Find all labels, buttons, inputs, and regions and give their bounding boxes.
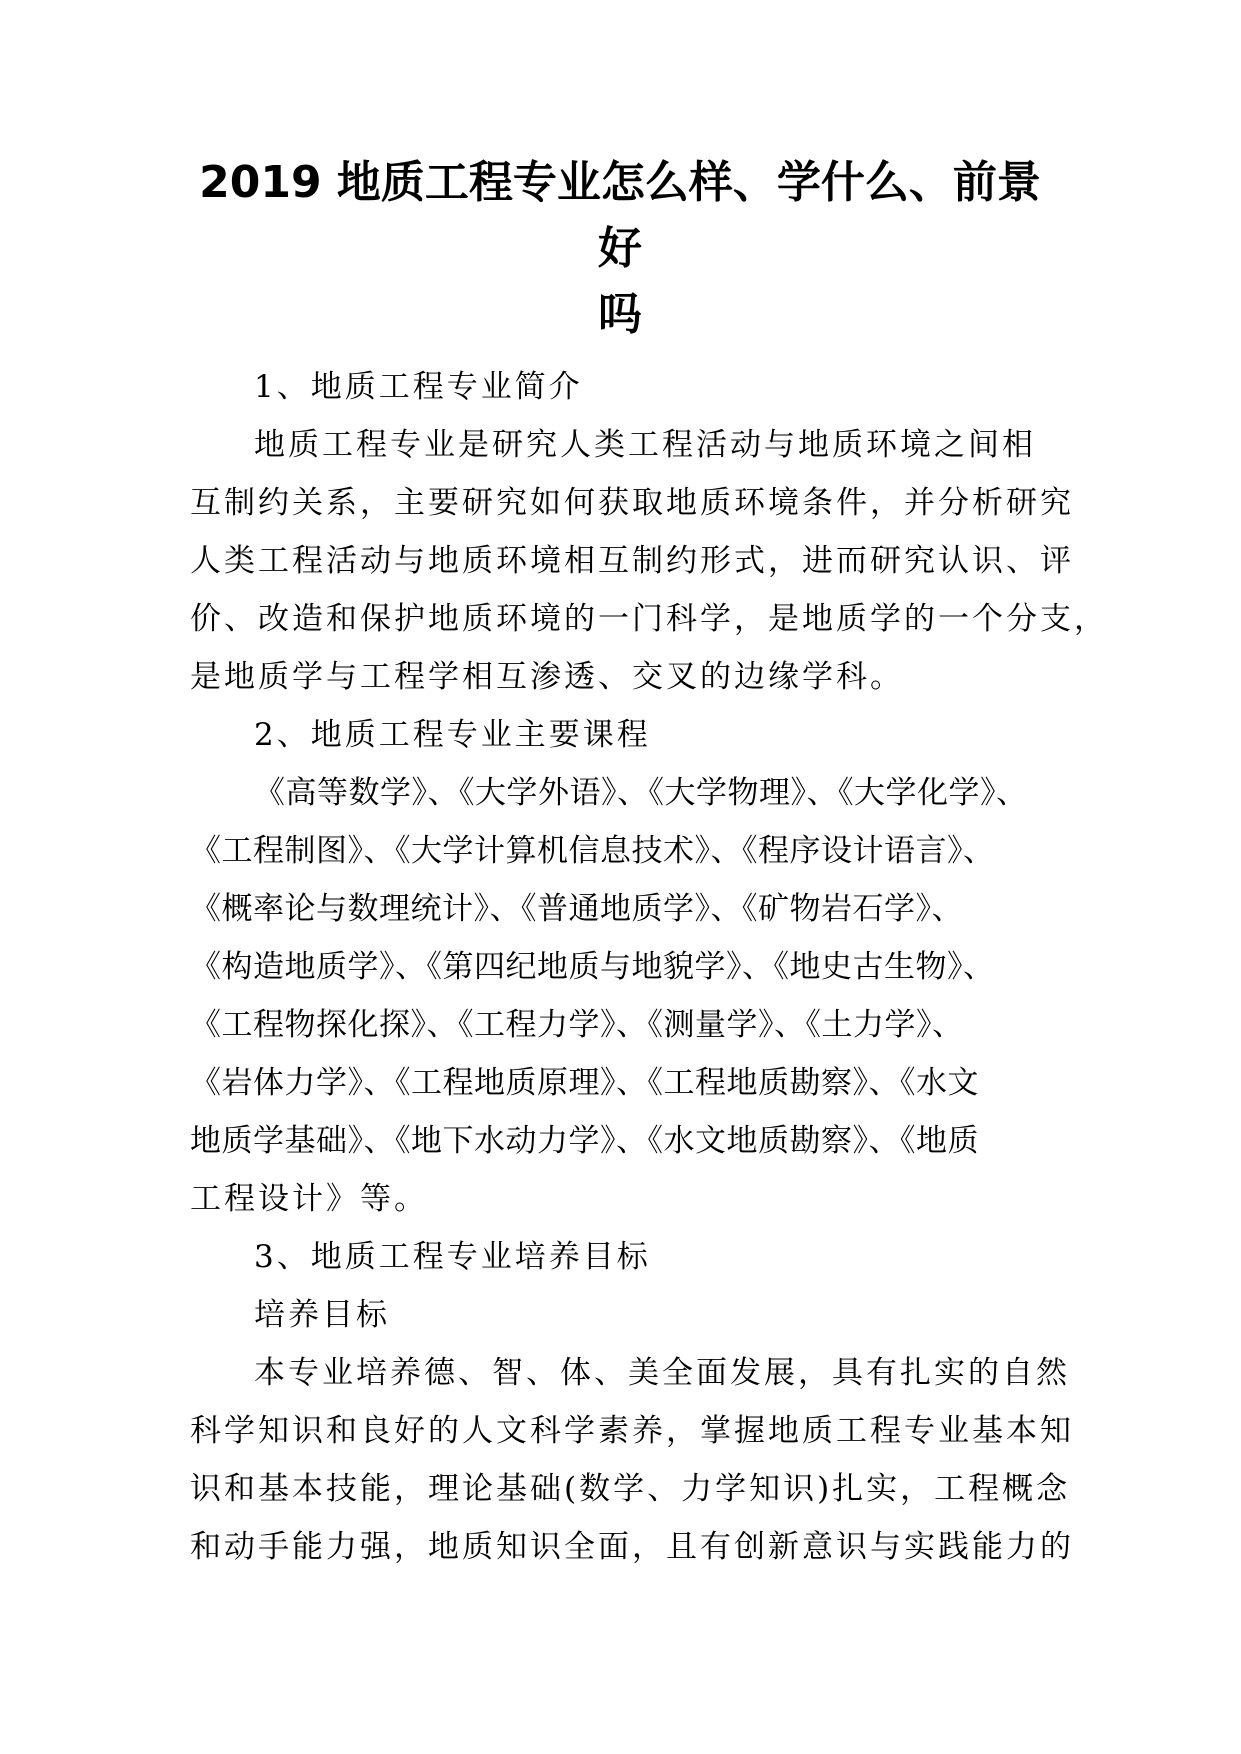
paragraph-line: 人类工程活动与地质环境相互制约形式，进而研究认识、评 <box>190 543 1074 579</box>
paragraph-line: 是地质学与工程学相互渗透、交叉的边缘学科。 <box>190 659 904 695</box>
paragraph-line: 互制约关系，主要研究如何获取地质环境条件，并分析研究 <box>190 485 1074 521</box>
paragraph-line: 识和基本技能，理论基础(数学、力学知识)扎实，工程概念 <box>190 1471 1071 1507</box>
course-list-line: 工程设计》等。 <box>190 1181 428 1217</box>
course-list-line: 《构造地质学》、《第四纪地质与地貌学》、《地史古生物》、 <box>190 949 995 985</box>
course-list-line: 《岩体力学》、《工程地质原理》、《工程地质勘察》、《水文 <box>190 1065 979 1101</box>
subheading: 培养目标 <box>254 1297 390 1333</box>
course-list-line: 《概率论与数理统计》、《普通地质学》、《矿物岩石学》、 <box>190 891 963 927</box>
paragraph-line: 本专业培养德、智、体、美全面发展，具有扎实的自然 <box>254 1355 1070 1391</box>
course-list-line: 《高等数学》、《大学外语》、《大学物理》、《大学化学》、 <box>254 775 1028 811</box>
title-line-1: 2019 地质工程专业怎么样、学什么、前景好 <box>199 157 1041 274</box>
title-line-2: 吗 <box>598 289 642 340</box>
paragraph-line: 价、改造和保护地质环境的一门科学，是地质学的一个分支， <box>190 601 1108 637</box>
document-title <box>180 150 1060 348</box>
document-body <box>190 358 1108 1576</box>
section-heading-3: 3、地质工程专业培养目标 <box>254 1239 651 1275</box>
section-heading-2: 2、地质工程专业主要课程 <box>254 717 651 753</box>
course-list-line: 《工程制图》、《大学计算机信息技术》、《程序设计语言》、 <box>190 833 995 869</box>
paragraph-line: 科学知识和良好的人文科学素养，掌握地质工程专业基本知 <box>190 1413 1074 1449</box>
course-list-line: 《工程物探化探》、《工程力学》、《测量学》、《土力学》、 <box>190 1007 964 1043</box>
paragraph-line: 地质工程专业是研究人类工程活动与地质环境之间相 <box>254 427 1036 463</box>
course-list-line: 地质学基础》、《地下水动力学》、《水文地质勘察》、《地质 <box>190 1123 979 1159</box>
section-heading-1: 1、地质工程专业简介 <box>254 369 583 405</box>
paragraph-line: 和动手能力强，地质知识全面，且有创新意识与实践能力的 <box>190 1529 1074 1565</box>
